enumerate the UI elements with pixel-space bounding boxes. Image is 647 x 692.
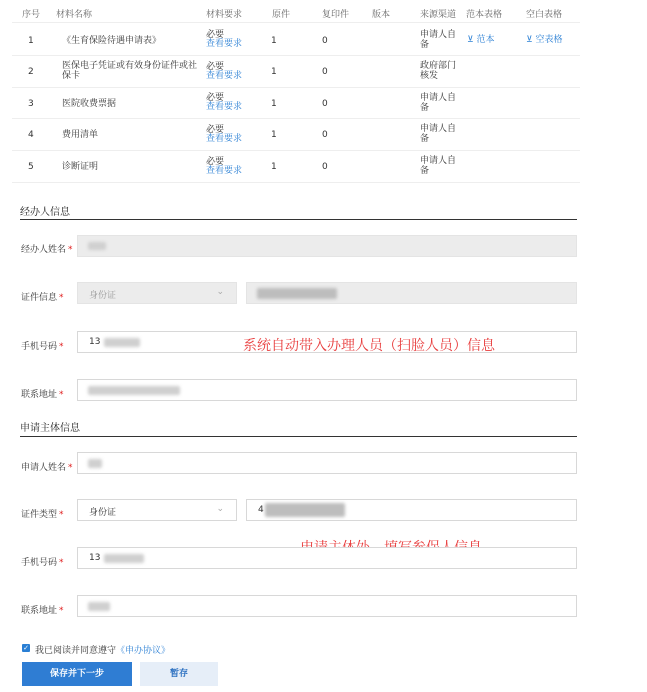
agent-section-title: 经办人信息 — [20, 207, 70, 218]
applicant-phone-field[interactable] — [77, 547, 577, 569]
original-count: 1 — [271, 36, 277, 46]
agent-address-field[interactable] — [77, 379, 577, 401]
sample-form-label: 范本 — [476, 35, 495, 45]
applicant-id-label: 证件类型 * — [21, 510, 64, 520]
redacted-value — [257, 288, 337, 299]
download-icon: ⊻ — [526, 35, 533, 45]
view-requirement-link[interactable]: 查看要求 — [206, 71, 243, 81]
header-copy: 复印件 — [322, 10, 350, 20]
applicant-id-value: 4 — [258, 505, 264, 515]
original-count: 1 — [271, 67, 277, 77]
agent-phone-value: 13 — [89, 337, 101, 347]
original-count: 1 — [271, 99, 277, 109]
redacted-value — [88, 242, 106, 250]
header-version: 版本 — [372, 10, 391, 20]
section-divider — [20, 219, 577, 220]
blank-form-link[interactable] — [526, 35, 562, 45]
material-name: 费用清单 — [62, 130, 99, 140]
source-channel: 申请人自 — [420, 124, 457, 134]
source-channel: 申请人自 — [420, 30, 457, 40]
agreement-checkbox[interactable] — [22, 644, 30, 652]
header-source: 来源渠道 — [420, 10, 457, 20]
table-row — [12, 26, 580, 56]
applicant-id-type-value: 身份证 — [89, 508, 117, 518]
table-row — [12, 119, 580, 151]
applicant-section-title: 申请主体信息 — [20, 423, 80, 434]
requirement-text: 必要 — [206, 30, 225, 40]
agreement-prefix: 我已阅读并同意遵守 — [35, 646, 117, 656]
material-name: 《生育保险待遇申请表》 — [62, 36, 162, 46]
copy-count: 0 — [322, 99, 328, 109]
agreement-text — [35, 643, 170, 656]
agent-phone-label: 手机号码 * — [21, 342, 64, 352]
temp-save-button[interactable]: 暂存 — [140, 662, 218, 686]
header-blank: 空白表格 — [526, 10, 563, 20]
material-name: 医保电子凭证或有效身份证件或社 — [62, 61, 198, 71]
agent-name-label: 经办人姓名 * — [21, 245, 73, 255]
agent-name-field — [77, 235, 577, 257]
original-count: 1 — [271, 130, 277, 140]
redacted-value — [265, 503, 345, 517]
agent-address-label: 联系地址 * — [21, 390, 64, 400]
requirement-text: 必要 — [206, 93, 225, 103]
applicant-address-label: 联系地址 * — [21, 606, 64, 616]
header-requirement: 材料要求 — [206, 10, 243, 20]
requirement-text: 必要 — [206, 157, 225, 167]
view-requirement-link[interactable]: 查看要求 — [206, 102, 243, 112]
material-name: 医院收费票据 — [62, 99, 117, 109]
source-channel: 申请人自 — [420, 156, 457, 166]
redacted-value — [104, 554, 144, 563]
sample-form-link[interactable] — [467, 35, 494, 45]
requirement-text: 必要 — [206, 62, 225, 72]
applicant-address-field[interactable] — [77, 595, 577, 617]
agreement-link[interactable]: 《申办协议》 — [116, 646, 171, 656]
table-row — [12, 56, 580, 88]
row-number: 3 — [28, 99, 34, 109]
header-divider — [12, 22, 580, 23]
copy-count: 0 — [322, 36, 328, 46]
material-name: 诊断证明 — [62, 162, 99, 172]
view-requirement-link[interactable]: 查看要求 — [206, 39, 243, 49]
row-number: 4 — [28, 130, 34, 140]
row-number: 5 — [28, 162, 34, 172]
applicant-id-type-select[interactable] — [77, 499, 237, 521]
copy-count: 0 — [322, 162, 328, 172]
table-row — [12, 88, 580, 119]
agent-annotation: 系统自动带入办理人员（扫脸人员）信息 — [243, 338, 495, 354]
applicant-name-field[interactable] — [77, 452, 577, 474]
copy-count: 0 — [322, 67, 328, 77]
agent-id-number-field — [246, 282, 577, 304]
view-requirement-link[interactable]: 查看要求 — [206, 134, 243, 144]
blank-form-label: 空表格 — [535, 35, 563, 45]
header-name: 材料名称 — [56, 10, 93, 20]
redacted-value — [104, 338, 140, 347]
view-requirement-link[interactable]: 查看要求 — [206, 166, 243, 176]
original-count: 1 — [271, 162, 277, 172]
chevron-down-icon: ⌄ — [216, 287, 224, 297]
material-name: 保卡 — [62, 71, 81, 81]
redacted-value — [88, 386, 180, 395]
source-channel: 申请人自 — [420, 93, 457, 103]
download-icon: ⊻ — [467, 35, 474, 45]
source-channel: 核发 — [420, 71, 439, 81]
header-sample: 范本表格 — [466, 10, 503, 20]
save-and-next-button[interactable]: 保存并下一步 — [22, 662, 132, 686]
source-channel: 备 — [420, 166, 430, 176]
agent-id-type-value: 身份证 — [89, 291, 117, 301]
applicant-phone-label: 手机号码 * — [21, 558, 64, 568]
header-original: 原件 — [272, 10, 291, 20]
requirement-text: 必要 — [206, 125, 225, 135]
copy-count: 0 — [322, 130, 328, 140]
row-number: 2 — [28, 67, 34, 77]
applicant-name-label: 申请人姓名 * — [21, 463, 73, 473]
applicant-id-number-field[interactable] — [246, 499, 577, 521]
agent-id-type-select — [77, 282, 237, 304]
redacted-value — [88, 459, 102, 468]
section-divider — [20, 436, 577, 437]
table-row — [12, 151, 580, 183]
source-channel: 政府部门 — [420, 61, 457, 71]
agent-id-label: 证件信息 * — [21, 293, 64, 303]
check-icon: ✓ — [23, 644, 29, 652]
source-channel: 备 — [420, 103, 430, 113]
applicant-phone-value: 13 — [89, 553, 101, 563]
header-no: 序号 — [22, 10, 41, 20]
source-channel: 备 — [420, 40, 430, 50]
source-channel: 备 — [420, 134, 430, 144]
redacted-value — [88, 602, 110, 611]
chevron-down-icon: ⌄ — [216, 504, 224, 514]
row-number: 1 — [28, 36, 34, 46]
